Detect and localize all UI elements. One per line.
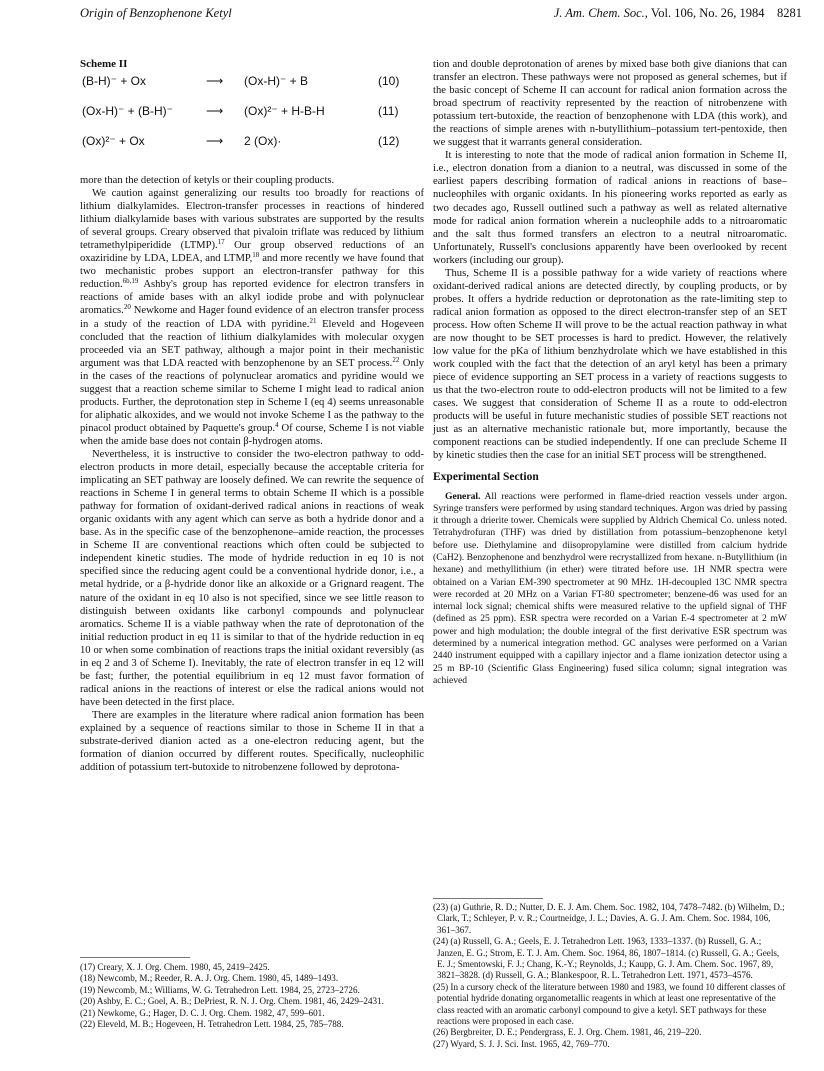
citation: 17 <box>217 238 225 247</box>
reaction-lhs: (Ox)²⁻ + Ox <box>82 134 145 148</box>
text-run: Our group observed reductions of an oxaziridine by LDA, LDEA, and LTMP, <box>80 240 424 265</box>
run-in-heading: General. <box>445 490 481 502</box>
footnote: (22) Eleveld, M. B.; Hogeveen, H. Tetrahedron Lett. 1984, 25, 785–788. <box>80 1019 344 1030</box>
text-run: Of course, Scheme I is not viable when the amide base does not contain β-hydrogen atoms. <box>80 422 424 447</box>
experimental-paragraph <box>433 491 787 688</box>
reaction-rhs: (Ox-H)⁻ + B <box>244 74 309 88</box>
citation: 4 <box>275 420 279 429</box>
journal-volume: Vol. 106, No. 26, 1984 <box>650 6 765 20</box>
footnote-rule <box>433 898 543 899</box>
text-run: Eleveld and Hogeveen concluded that the reaction of lithium dialkylamides with molecular oxygen proceeded via an SET pathway, although a major point in their mechanistic argument was that LDA reacted with benzophenone by an SET process. <box>80 318 424 369</box>
footnote-rule <box>80 957 190 958</box>
paragraph: Thus, Scheme II is a possible pathway for a wide variety of reactions where oxidant-derived radical anions are detected directly, by coupling products, or by probes. It offers a hydride reduction or deprotonation as the rate-limiting step to radical anion formation as opposed to the direct electron-transfer step of an SET process. How often Scheme II will prove to be the actual reaction pathway in what are now thought to be SET processes is hard to predict. However, the relatively low value for the pKa of lithium benzhydrolate which we have established in this work coupled with the fact that the detection of an aryl ketyl has been a primary piece of evidence supporting an SET process in a variety of reactions suggests to us that the two-electron route to odd-electron products will not be limited to a few cases. We suggest that consideration of Scheme II as a route to odd-electron products will be useful in future mechanistic studies of possible SET reactions not just as an alternative mechanistic rationale but, more importantly, because the component reactions can be studied independently. If one can preclude Scheme II by kinetic studies then the case for an initial SET process will be strengthened. <box>433 267 787 462</box>
reaction-arrow: ⟶ <box>206 104 224 118</box>
text-run: We caution against generalizing our results too broadly for reactions of lithium dialkylamides. Electron-transfer processes in reactions of hindered lithium dialkylamide bases with various substrates are supported by the results of several groups. Creary observed that pivaloin triflate was reduced by lithium tetramethylpiperidide (LTMP). <box>80 188 424 252</box>
footnote: (23) (a) Guthrie, R. D.; Nutter, D. E. J. Am. Chem. Soc. 1982, 104, 7478–7482. (b) Wilhelm, D.; Clark, T.; Schleyer, P. v. R.; Courtneidge, J. L.; Davies, A. G. J. Am. Chem. Soc. 1984, 106, 361–367. <box>433 902 785 935</box>
footnote: (19) Newcomb, M.; Williams, W. G. Tetrahedron Lett. 1984, 25, 2723–2726. <box>80 984 360 995</box>
scheme-ii <box>80 58 424 164</box>
footnote: (21) Newkome, G.; Hager, D. C. J. Org. Chem. 1982, 47, 599–601. <box>80 1007 325 1018</box>
text-run: and more recently we have found that two mechanistic probes support an electron-transfer pathway for this reduction. <box>80 253 424 291</box>
text-run: Newkome and Hager found evidence of an electron transfer process in a study of the reaction of LDA with pyridine. <box>80 305 424 330</box>
paragraph: Nevertheless, it is instructive to consider the two-electron pathway to odd-electron products in more detail, especially because the acceptable criteria for implicating an SET pathway are loosely defined. We can rewrite the sequence of reactions in Scheme I in general terms to obtain Scheme II which is a possible pathway for formation of oxidant-derived radical anions in reactions of weak organic oxidants with any agent which can serve as both a hydride donor and a base. As in the specific case of the benzophenone–amide reaction, the processes in Scheme II are conventional reactions which often could be subjected to independent kinetic studies. The mode of hydride reduction in eq 10 is not specified since the reducing agent could be a conventional hydride donor, i.e., a metal hydride, or a β-hydride donor like an alkoxide or a Grignard reagent. The nature of the oxidant in eq 10 also is not specified, since we see little reason to distinguish between oxidants like carbonyl compounds and polynuclear aromatics. Scheme II is a viable pathway when the rate of deprotonation of the initial reduction product in eq 11 is similar to that of the hydride reduction in eq 10 or when some combination of reactions traps the initial oxidant reversibly (as in eq 2 and 3 of Scheme I). Inevitably, the rate of electron transfer in eq 12 will be fast; further, the potential equilibrium in eq 12 must favor formation of radical anions in the reactions of interest or else the radical anions would not have been detected in the first place. <box>80 448 424 708</box>
scheme-title: Scheme II <box>80 58 128 70</box>
running-header-journal <box>554 6 802 21</box>
right-column <box>433 58 787 687</box>
reaction-lhs: (B-H)⁻ + Ox <box>82 74 147 88</box>
page-number: 8281 <box>777 6 802 20</box>
citation: 20 <box>123 303 131 312</box>
text-run: Ashby's group has reported evidence for electron transfers in reactions of amide bases with an alkyl iodide probe and with polynuclear aromatics. <box>80 279 424 317</box>
paragraph: It is interesting to note that the mode of radical anion formation in Scheme II, i.e., electron donation from a dianion to a neutral, was discussed in some of the earliest papers describing formation of radical anions in reactions of base–nucleophiles with organic oxidants. In his pioneering works reported as early as two decades ago, Russell outlined such a pathway as well as related alternative mode for radical anion formation wherein a nucleophile adds to a nitroaromatic and the salt thus formed transfers an electron to a neutral nitroaromatic. Unfortunately, Russell's conclusions apparently have been overlooked by recent workers (including our group). <box>433 150 787 266</box>
citation: 6b,19 <box>122 277 139 286</box>
section-heading: Experimental Section <box>433 471 539 484</box>
paragraph <box>80 187 424 448</box>
left-column <box>80 174 424 774</box>
footnote: (27) Wyard, S. J. J. Sci. Inst. 1965, 42, 769–770. <box>433 1038 610 1049</box>
footnote: (26) Bergbreiter, D. E.; Pendergrass, E. J. Org. Chem. 1981, 46, 219–220. <box>433 1027 702 1038</box>
reaction-rhs: (Ox)²⁻ + H-B-H <box>244 104 325 118</box>
footnote: (24) (a) Russell, G. A.; Geels, E. J. Tetrahedron Lett. 1963, 1333–1337. (b) Russell, G. A.; Janzen, E. G.; Strom, E. T. J. Am. Chem. Soc. 1964, 86, 1807–1814. (c) Russell, G. A.; Geels, E. J.; Smentowski, F. J.; Chang, K.-Y.; Reynolds, J.; Kaupp, G. J. Am. Chem. Soc. 1967, 89, 3821–3828. (d) Russell, G. A.; Blankespoor, R. L. Tetrahedron Lett. 1971, 4573–4576. <box>433 936 780 981</box>
citation: 18 <box>252 251 260 260</box>
footnote: (18) Newcomb, M.; Reeder, R. A. J. Org. Chem. 1980, 45, 1489–1493. <box>80 973 339 984</box>
equation-number: (11) <box>378 104 399 118</box>
citation: 22 <box>392 355 400 364</box>
footnote: (20) Ashby, E. C.; Goel, A. B.; DePriest, R. N. J. Org. Chem. 1981, 46, 2429–2431. <box>80 996 384 1007</box>
reaction-arrow: ⟶ <box>206 134 224 148</box>
reaction-11 <box>80 104 424 134</box>
reaction-lhs: (Ox-H)⁻ + (B-H)⁻ <box>82 104 173 118</box>
reaction-arrow: ⟶ <box>206 74 224 88</box>
reaction-rhs: 2 (Ox)· <box>244 134 282 148</box>
paragraph: tion and double deprotonation of arenes by mixed base both give dianions that can transfer an electron. These pathways were not proposed as general schemes, but if the basic concept of Scheme II can account for radical anion formation across the broad spectrum of reactivity represented by the reaction of nitrobenzene with potassium tert-butoxide, the reaction of benzophenone with LDA (this work), and the reactions of simple arenes with n-butyllithium–potassium tert-pentoxide, then we suggest that it warrants general consideration. <box>433 59 787 149</box>
text-run: All reactions were performed in flame-dried reaction vessels under argon. Syringe transfers were performed by using standard techniques. Argon was dried by passing it through a drierite tower. Chemicals were supplied by Aldrich Chemical Co. unless noted. Tetrahydrofuran (THF) was dried by distillation from potassium–benzophenone ketyl before use. Diethylamine and diisopropylamine were distilled from calcium hydride (CaH2). Benzophenone and benzhydrol were recrystallized from hexane. n-Butyllithium (in hexane) and methyllithium (in ether) were titrated before use. 1H NMR spectra were obtained on a Varian EM-390 spectrometer at 90 MHz. 1H-decoupled 13C NMR spectra were recorded at 20 MHz on a Varian FT-80 spectrometer; benzene-d6 was used for an internal lock signal; chemical shifts were measured relative to the upfield signal of THF (defined as 25 ppm). ESR spectra were recorded on a Varian E-4 spectrometer at 2 mW power and high modulation; the double integral of the first derivative ESR spectrum was determined by a numerical integration method. GC analyses were performed on a Varian 2440 instrument equipped with a capillary injector and a flame ionization detector using a 25 m BP-10 (Scientific Glass Engineering) fused silica column; signal integration was achieved <box>433 490 787 686</box>
footnote: (17) Creary, X. J. Org. Chem. 1980, 45, 2419–2425. <box>80 962 270 972</box>
equation-number: (10) <box>378 74 400 88</box>
footnotes-right <box>433 902 787 1050</box>
running-header-title: Origin of Benzophenone Ketyl <box>80 6 232 20</box>
paragraph: There are examples in the literature where radical anion formation has been explained by a sequence of reactions similar to those in Scheme II in that a substrate-derived dianion acted as a one-electron reducing agent, but the formation of dianion occurred by different routes. Specifically, nucleophilic addition of potassium tert-butoxide to nitrobenzene followed by deprotona- <box>80 709 424 774</box>
text-run: Only in the cases of the reactions of polynuclear aromatics and pyridine would we suggest that a reaction scheme similar to Scheme I might lead to radical anion products. Further, the deprotonation step in Scheme I (eq 4) seems unreasonable for aliphatic alkoxides, and we would not invoke Scheme I as the pathway to the pinacol product obtained by Paquette's group. <box>80 357 424 434</box>
citation: 21 <box>309 316 317 325</box>
equation-number: (12) <box>378 134 400 148</box>
reaction-10 <box>80 74 424 104</box>
reaction-12 <box>80 134 424 164</box>
paragraph: more than the detection of ketyls or their coupling products. <box>80 175 335 186</box>
footnote: (25) In a cursory check of the literature between 1980 and 1983, we found 10 different classes of potential hydride donating organometallic reagents in which at least one representative of the class reacted with an aromatic carbonyl compound to give a ketyl. SET pathways for these reactions were proposed in each case. <box>433 981 786 1027</box>
journal-name: J. Am. Chem. Soc., <box>553 6 648 20</box>
footnotes-left <box>80 962 424 1030</box>
